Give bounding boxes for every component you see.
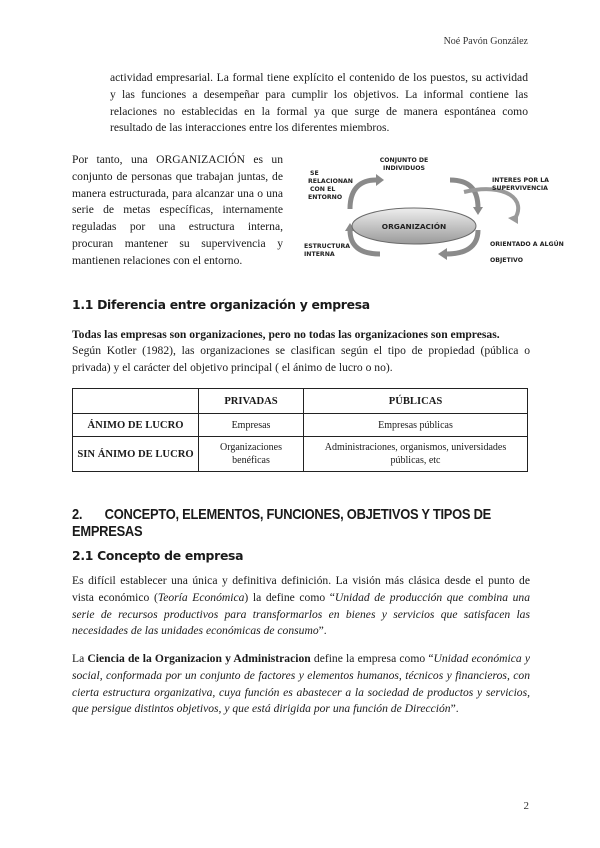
diagram-label-left-b: RELACIONAN (308, 178, 353, 185)
ciencia-text-b: Ciencia de la Organizacion y Administracion (87, 652, 311, 665)
concepto-text-b: Teoría Económica (157, 590, 245, 604)
table-header-row (73, 389, 528, 414)
intro-paragraph: actividad empresarial. La formal tiene explícito el contenido de los puestos, su actividad y las funciones a desempeñar para cumplir los objetivos. La informal contiene las relaciones no establecidas en la formal ya que surge de manera espontánea como resultado de las interacciones entre los diferentes miembros. (110, 71, 528, 135)
heading-2-number: 2. (72, 506, 83, 523)
organization-classification-table (72, 388, 528, 472)
lead-statement-bold: Todas las empresas son organizaciones, pero no todas las organizaciones son empresas. (72, 328, 500, 341)
ciencia-paragraph (72, 651, 530, 718)
heading-1-1: 1.1 Diferencia entre organización y empresa (72, 297, 370, 312)
heading-2-title: CONCEPTO, ELEMENTOS, FUNCIONES, OBJETIVOS Y TIPOS DE EMPRESAS (72, 506, 492, 540)
diagram-label-right-b: SUPERVIVENCIA (492, 185, 548, 192)
concepto-quote: Unidad de producción que combina una serie de recursos productivos para transformarlos en bienes y servicios que satisfacen las necesidades de las unidades económicas de consumo (72, 590, 530, 638)
table-row-label: ÁNIMO DE LUCRO (73, 414, 199, 437)
diagram-label-bottom-right-a: ORIENTADO A ALGÚN (490, 241, 564, 248)
concepto-text-e: ”. (318, 624, 327, 638)
diagram-center-label: ORGANIZACIÓN (381, 222, 447, 231)
ciencia-text-e: ”. (450, 702, 459, 716)
heading-2-1: 2.1 Concepto de empresa (72, 548, 244, 563)
diagram-label-bottom-left-a: ESTRUCTURA (304, 243, 351, 250)
diagram-label-top-b: INDIVIDUOS (383, 165, 425, 172)
diagram-label-left-d: ENTORNO (308, 194, 343, 201)
table-header-empty (73, 389, 199, 414)
table-cell: Administraciones, organismos, universidades públicas, etc (304, 437, 528, 472)
diagram-label-right-a: INTERES POR LA (492, 177, 549, 184)
concepto-text-c: ) la define como “ (244, 590, 335, 604)
swoosh-right-head (508, 214, 518, 224)
swoosh-right (464, 189, 518, 220)
table-cell: Organizaciones benéficas (199, 437, 304, 472)
arrowhead-bottom-right (438, 248, 447, 260)
organization-definition: Por tanto, una ORGANIZACIÓN es un conjunto de personas que trabajan juntas, de manera estructurada, para alcanzar una o una serie de metas específicas, internamente reguladas por una estructura interna, procuran mantener su supervivencia y mantienen relaciones con el entorno. (72, 153, 283, 267)
page-number: 2 (523, 800, 529, 812)
arrow-top-left (350, 180, 376, 209)
concepto-text-a: Es difícil establecer una única y definitiva definición. La visión más clásica desde el punto de vista económico ( (72, 574, 530, 604)
page-header-author: Noé Pavón González (443, 36, 528, 47)
ciencia-text-a: La (72, 652, 88, 665)
diagram-label-bottom-right-b: OBJETIVO (490, 257, 523, 264)
kotler-paragraph: Según Kotler (1982), las organizaciones se clasifican según el tipo de propiedad (pública o privada) y el carácter del objetivo principal ( el ánimo de lucro o no). (72, 344, 530, 374)
table-row-label: SIN ÁNIMO DE LUCRO (73, 437, 199, 472)
table-header-privadas: PRIVADAS (199, 389, 304, 414)
table-row (73, 437, 528, 472)
ciencia-text-c: define la empresa como “ (310, 652, 434, 665)
diagram-label-top-a: CONJUNTO DE (379, 157, 429, 164)
table-cell: Empresas públicas (304, 414, 528, 437)
ciencia-quote: Unidad económica y social, conformada por un conjunto de factores y elementos humanos, técnicos y financieros, con cierta estructura organizativa, cuya función es abastecer a la sociedad de productos y servicios, que persigue distintos objetivos, y que está dirigida por una función de Dirección (72, 652, 530, 716)
table-row (73, 414, 528, 437)
arrowhead-top-left (376, 174, 384, 186)
diagram-label-left-a: SE (310, 170, 319, 177)
diagram-label-bottom-left-b: INTERNA (304, 251, 335, 258)
arrowhead-top-right (473, 207, 483, 215)
concepto-paragraph (72, 573, 530, 640)
lead-statement (72, 327, 530, 344)
table-cell: Empresas (199, 414, 304, 437)
diagram-label-left-c: CON EL (310, 186, 336, 193)
arrow-top-right (450, 180, 478, 208)
heading-2 (72, 506, 526, 540)
organization-diagram (292, 152, 564, 270)
table-header-publicas: PÚBLICAS (304, 389, 528, 414)
